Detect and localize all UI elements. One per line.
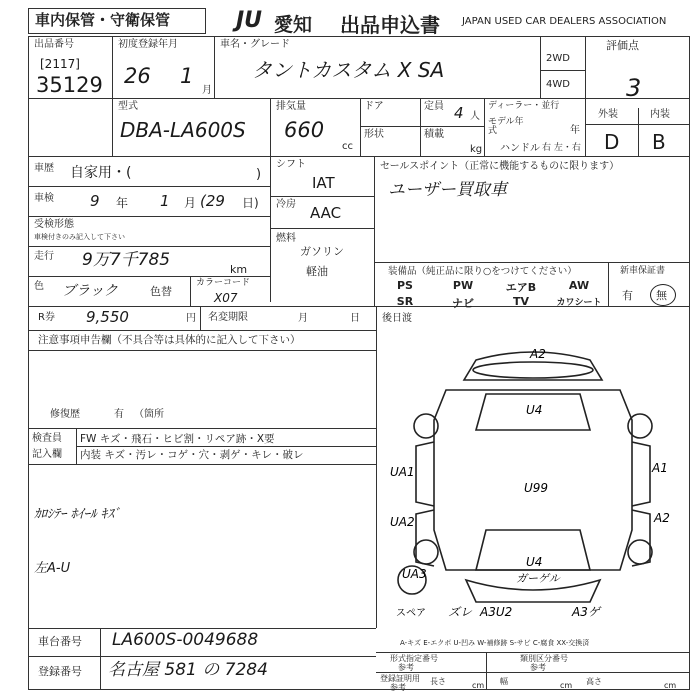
- rear-label: 後日渡: [382, 313, 412, 324]
- memo-line-2: 左A-U: [34, 561, 71, 576]
- mark-u4-top: U4: [526, 403, 543, 417]
- reg-month-unit: 月: [202, 85, 212, 96]
- damage-legend: A-キズ E-エクボ U-凹み W-補修跡 S-サビ C-腐食 XX-交換済: [400, 639, 590, 647]
- recycle-label: R券: [38, 312, 55, 323]
- color-code-value: X07: [214, 291, 238, 305]
- model-label: 車名・グレード: [220, 39, 290, 50]
- history-value: 自家用・(: [70, 165, 132, 181]
- received-note: 車検付きのみ記入して下さい: [34, 233, 125, 241]
- type-value: DBA-LA600S: [120, 118, 246, 142]
- mark-u99: U99: [524, 481, 549, 495]
- class-no-label: 類別区分番号: [520, 654, 568, 663]
- length-unit: cm: [472, 681, 485, 690]
- class-ref-label: 参考: [530, 663, 546, 672]
- form-ref-label: 参考: [398, 663, 414, 672]
- fuel-gas: ガソリン: [300, 245, 344, 258]
- door-label: ドア: [364, 101, 384, 112]
- interior-label: 内装: [650, 109, 670, 120]
- history-label: 車歴: [34, 163, 54, 174]
- cert-ref-label: 参考: [390, 683, 406, 692]
- color-code-label: カラーコード: [196, 278, 251, 288]
- equipment-item: TV: [512, 295, 530, 308]
- exterior-label: 外装: [598, 109, 618, 120]
- inspector-fw-line: FW キズ・飛石・ヒビ割・リペア跡・X要: [80, 433, 275, 445]
- equipment-item: PW: [452, 279, 474, 292]
- equipment-label: 装備品（純正品に限り○をつけてください）: [388, 266, 577, 277]
- color-label: 色: [34, 281, 44, 292]
- reg-year: 26: [124, 64, 151, 88]
- height-label: 高さ: [586, 677, 602, 686]
- width-label: 幅: [500, 677, 508, 686]
- mark-ua3-left: UA3: [402, 567, 427, 581]
- repair-place: （箇所: [134, 409, 164, 420]
- capacity-value: 4: [454, 104, 464, 122]
- inspector-label-1: 検査員: [32, 433, 62, 444]
- mark-a3ge: A3ゲ: [572, 605, 600, 619]
- memo-line-1: ｶﾛｼﾃｰ ﾎｲｰﾙ ｷｽﾞ: [34, 507, 121, 522]
- reg-no-label: 登録番号: [38, 665, 82, 678]
- mark-ua1-left: UA1: [390, 465, 415, 479]
- warranty-label: 新車保証書: [620, 266, 666, 276]
- form-no-label: 形式指定番号: [390, 654, 438, 663]
- warranty-circle: [650, 284, 676, 306]
- shape-label: 形状: [364, 129, 384, 140]
- equipment-item: ナビ: [452, 297, 474, 310]
- name-change-day: 日: [350, 313, 360, 324]
- ju-logo: JU: [236, 8, 263, 33]
- received-label: 受検形態: [34, 219, 74, 230]
- exterior-value: D: [604, 130, 620, 154]
- ac-label: 冷房: [276, 199, 296, 210]
- equipment-item: SR: [396, 295, 414, 308]
- inspection-year-unit: 年: [116, 196, 129, 210]
- sales-point-value: ユーザー買取車: [388, 180, 507, 200]
- mark-a3u2: A3U2: [480, 605, 513, 619]
- shift-label: シフト: [276, 159, 306, 170]
- mark-a2-right: A2: [654, 511, 670, 525]
- reg-year-label: 初度登録年月: [118, 39, 178, 50]
- mileage-label: 走行: [34, 251, 54, 262]
- fuel-label: 燃料: [276, 233, 296, 244]
- length-label: 長さ: [430, 677, 446, 686]
- fuel-diesel: 軽油: [306, 265, 328, 278]
- association-jp: 愛知: [274, 14, 313, 36]
- association-en: JAPAN USED CAR DEALERS ASSOCIATION: [462, 16, 667, 27]
- notes-label: 注意事項申告欄（不具合等は具体的に記入して下さい）: [38, 334, 301, 346]
- load-label: 積載: [424, 129, 444, 140]
- inspector-label-2: 記入欄: [32, 449, 62, 460]
- warranty-yes: 有: [622, 289, 633, 302]
- model-value: タントカスタム X SA: [252, 58, 445, 82]
- name-change-month: 月: [298, 313, 308, 324]
- color-value: ブラック: [62, 283, 118, 299]
- cert-label: 登録証明用: [380, 674, 420, 683]
- inspector-interior-line: 内装 キズ・汚レ・コゲ・穴・剥ゲ・キレ・破レ: [80, 449, 304, 461]
- dealer-label: ディーラー・並行: [488, 101, 560, 111]
- damage-diagram: [376, 330, 690, 628]
- drive-2wd: 2WD: [546, 53, 570, 64]
- equipment-item: AW: [568, 279, 590, 292]
- chassis-label: 車台番号: [38, 635, 82, 648]
- equipment-item: エアB: [505, 281, 537, 294]
- handle-label: ハンドル: [500, 143, 540, 154]
- inspection-day-unit: 日): [242, 196, 259, 210]
- recycle-value: 9,550: [86, 308, 129, 326]
- width-unit: cm: [560, 681, 573, 690]
- model-year-label: モデル年式: [488, 117, 524, 136]
- recycle-unit: 円: [186, 313, 196, 324]
- reg-month: 1: [180, 64, 194, 88]
- load-unit: kg: [470, 144, 483, 155]
- mark-a2-top: A2: [530, 347, 546, 361]
- year-unit: 年: [570, 125, 580, 136]
- storage-tag: 車内保管・守衛保管: [35, 11, 171, 29]
- capacity-label: 定員: [424, 101, 444, 112]
- capacity-unit: 人: [470, 111, 480, 122]
- ac-value: AAC: [310, 204, 342, 222]
- inspection-year: 9: [90, 192, 100, 210]
- mileage-unit: km: [230, 263, 248, 276]
- shift-value: IAT: [312, 174, 335, 192]
- rating-label: 評価点: [606, 39, 639, 52]
- warranty-no: 無: [656, 289, 667, 302]
- inspection-month: 1: [160, 192, 170, 210]
- name-change-label: 名変期限: [208, 312, 248, 323]
- interior-value: B: [652, 130, 666, 154]
- history-close: ): [256, 167, 262, 182]
- mark-garnish: ガーゲル: [516, 572, 560, 585]
- equipment-grid: [376, 279, 608, 310]
- mark-ua2-left: UA2: [390, 515, 415, 529]
- color-change-label: 色替: [150, 285, 172, 298]
- repair-label: 修復歴: [50, 409, 80, 420]
- disp-label: 排気量: [276, 101, 306, 112]
- rating-value: 3: [626, 74, 642, 102]
- height-unit: cm: [664, 681, 677, 690]
- type-label: 型式: [118, 101, 138, 112]
- inspection-label: 車検: [34, 193, 54, 204]
- storage-tag-box: [28, 8, 206, 34]
- mark-zure: ズレ: [448, 605, 473, 619]
- chassis-value: LA600S-0049688: [112, 630, 259, 650]
- disp-unit: cc: [342, 141, 353, 152]
- reg-no-value: 名古屋 581 の 7284: [108, 660, 268, 680]
- mileage-value: 9万7千785: [82, 250, 171, 270]
- inspection-day: (29: [200, 192, 225, 210]
- equipment-item: PS: [397, 279, 413, 292]
- spare-label: スペア: [396, 608, 426, 619]
- lot-number: 35129: [36, 73, 103, 97]
- lot-code: [2117]: [40, 57, 80, 71]
- mark-u4-rear: U4: [526, 555, 543, 569]
- repair-value: 有: [114, 409, 124, 420]
- equipment-item: カワシート: [556, 298, 602, 308]
- mark-a1-right: A1: [652, 461, 668, 475]
- handle-options: 右 左・右: [542, 143, 581, 153]
- inspection-month-unit: 月: [184, 196, 197, 210]
- drive-4wd: 4WD: [546, 79, 570, 90]
- lot-label: 出品番号: [34, 39, 74, 50]
- sales-point-label: セールスポイント（正常に機能するものに限ります）: [380, 161, 620, 172]
- disp-value: 660: [284, 118, 325, 142]
- form-title: 出品申込書: [340, 13, 440, 37]
